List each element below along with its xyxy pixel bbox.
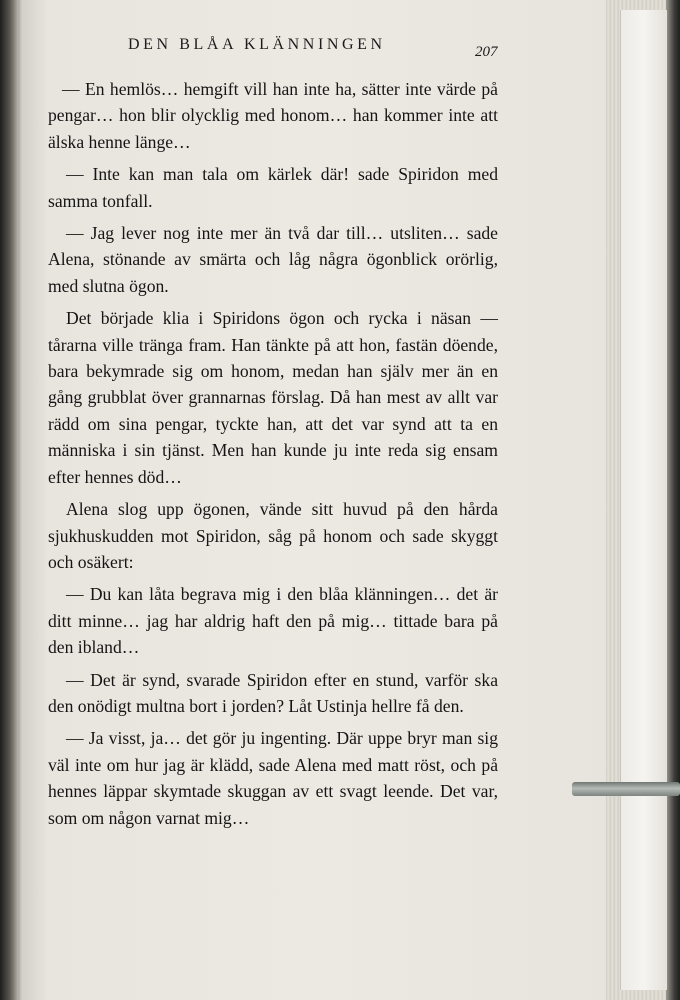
paragraph: Det började klia i Spiridons ögon och rycka i näsan — tårarna ville tränga fram. Han tänkte på att hon, fastän döende, bara bekymrade sig om honom, medan han själv mer än en gång grubblat över grannarnas förslag. Då han mest av allt var rädd om sina pengar, tyckte han, att det var synd att ta en människa i sin tjänst. Men han kunde ju inte reda sig ensam efter hennes död…: [48, 308, 498, 487]
paragraph: Alena slog upp ögonen, vände sitt huvud på den hårda sjukhuskudden mot Spiridon, såg på honom och sade skyggt och osäkert:: [48, 499, 498, 572]
body-text: [48, 76, 498, 837]
paragraph: — Du kan låta begrava mig i den blåa klänningen… det är ditt minne… jag har aldrig haft den på mig… tittade bara på den ibland…: [48, 584, 498, 658]
paragraph: — Det är synd, svarade Spiridon efter en stund, varför ska den onödigt multna bort i jorden? Låt Ustinja hellre få den.: [48, 669, 498, 716]
next-page-edge: [620, 10, 667, 990]
running-title: DEN BLÅA KLÄNNINGEN: [128, 36, 386, 53]
paragraph: — Ja visst, ja… det gör ju ingenting. Där uppe bryr man sig väl inte om hur jag är klädd, sade Alena med matt röst, och på hennes läppar skymtade skuggan av ett svagt leende. Det var, som om någon varnat mig…: [48, 728, 498, 828]
page-number: 207: [475, 44, 498, 60]
paragraph: — Jag lever nog inte mer än två dar till… utsliten… sade Alena, stönande av smärta och låg några ögonblick orörlig, med slutna ögon.: [48, 223, 498, 296]
paragraph: — En hemlös… hemgift vill han inte ha, sätter inte värde på pengar… hon blir olycklig med honom… han kommer inte att älska henne länge…: [48, 79, 498, 152]
paragraph: — Inte kan man tala om kärlek där! sade Spiridon med samma tonfall.: [48, 164, 498, 211]
bookmark-ribbon: [572, 782, 680, 796]
gutter-shadow: [0, 0, 22, 1000]
